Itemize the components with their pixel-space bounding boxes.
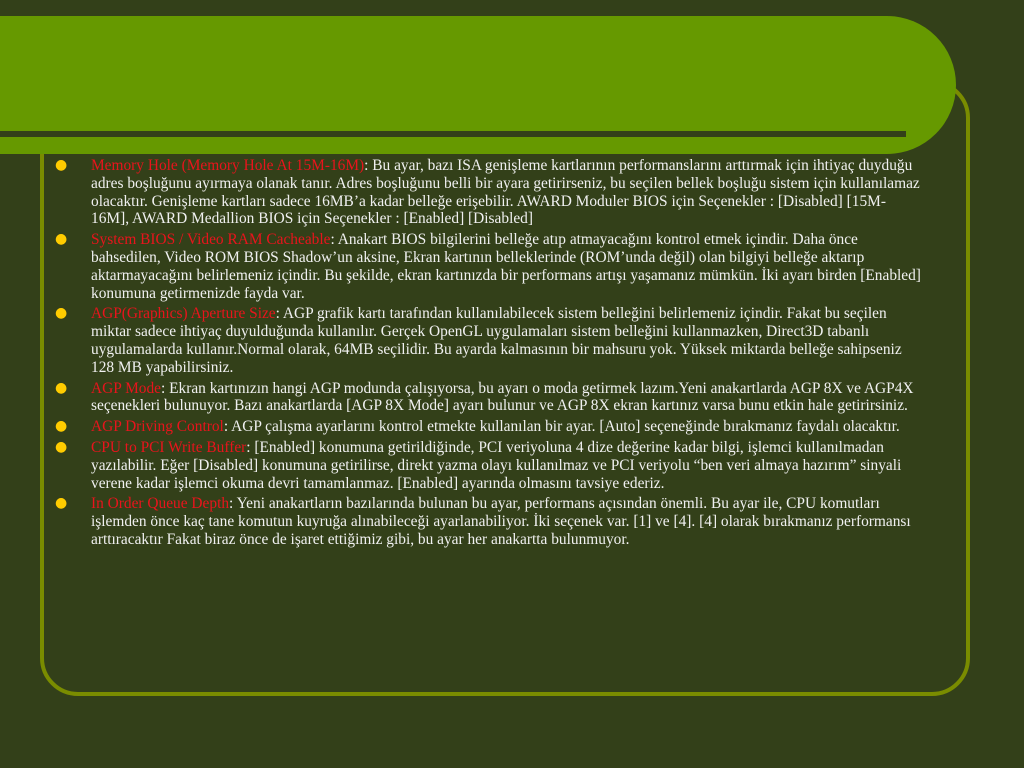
list-item — [52, 380, 922, 416]
list-item — [52, 305, 922, 376]
description-system-bios-cacheable: : Anakart BIOS bilgilerini belleğe atıp atmayacağını kontrol etmek içindir. Daha önce bahsedilen, Video ROM BIOS Shadow’un aksine, Ekran kartının belleklerinde (ROM’unda değil) olan bilgiyi belleğe aktarıp aktarmayacağını belirlemeniz içindir. Bu şekilde, ekran kartınızda bir performans artışı yaşamanız mümkün. İki ayarı birden [Enabled] konumuna getirmenizde fayda var. — [91, 231, 921, 302]
description-in-order-queue-depth: : Yeni anakartların bazılarında bulunan bu ayar, performans açısından önemli. Bu ayar ile, CPU komutları işlemden önce kaç tane komutun kuyruğa alınabileceği ayarlanabiliyor. İki seçenek var. [1] ve [4]. [4] olarak bırakmanız performansı arttıracaktır Fakat biraz önce de işaret ettiğimiz gibi, bu ayar her anakartta bulunmuyor. — [91, 495, 911, 548]
term-cpu-to-pci-write-buffer: CPU to PCI Write Buffer — [91, 438, 247, 456]
term-system-bios-cacheable: System BIOS / Video RAM Cacheable — [91, 231, 331, 249]
list-item — [52, 157, 922, 228]
term-in-order-queue-depth: In Order Queue Depth — [91, 495, 230, 513]
term-agp-mode: AGP Mode — [91, 379, 161, 397]
term-memory-hole: Memory Hole (Memory Hole At 15M-16M) — [91, 157, 365, 174]
term-agp-driving-control: AGP Driving Control — [91, 418, 224, 436]
bullet-icon: ● — [55, 438, 68, 455]
bullet-icon: ● — [55, 231, 68, 248]
bullet-list — [52, 157, 922, 552]
bullet-icon: ● — [55, 305, 68, 322]
description-agp-aperture-size: : AGP grafik kartı tarafından kullanılabilecek sistem belleğini belirlemeniz içindir. Fakat bu seçilen miktar sadece ihtiyaç duyulduğunda kullanılır. Gerçek OpenGL uygulamaları sistem belleğini kullanmazken, Direct3D tabanlı uygulamalarda kullanır.Normal olarak, 64MB seçilidir. Bu ayarda kalmasının bir mahsuru yok. Yüksek miktarda belleğe sahipseniz 128 MB yapabilirsiniz. — [91, 305, 902, 376]
bullet-icon: ● — [55, 495, 68, 512]
description-cpu-to-pci-write-buffer: : [Enabled] konumuna getirildiğinde, PCI veriyoluna 4 dize değerine kadar bilgi, işlemci kullanılmadan yazılabilir. Eğer [Disabled] konumuna getirilirse, direkt yazma olayı kullanılmaz ve PCI veriyolu “ben veri almaya hazırım” sinyali verene kadar işlemci okuma devri tamamlanmaz. [Enabled] ayarında olmasını tavsiye ederiz. — [91, 438, 902, 492]
description-agp-mode: : Ekran kartınızın hangi AGP modunda çalışıyorsa, bu ayarı o moda getirmek lazım.Yeni anakartlarda AGP 8X ve AGP4X seçenekleri bulunuyor. Bazı anakartlarda [AGP 8X Mode] ayarı bulunur ve AGP 8X ekran kartınız varsa bunu etkin hale getirirsiniz. — [91, 379, 914, 415]
list-item — [52, 439, 922, 492]
bullet-icon: ● — [55, 418, 68, 435]
banner-divider-line — [0, 131, 906, 137]
description-memory-hole: : Bu ayar, bazı ISA genişleme kartlarının performanslarını arttırmak için ihtiyaç duyduğu adres boşluğunu ayırmaya olanak tanır. Adres boşluğunu belli bir ayara getirirseniz, bu seçilen bellek boşluğu sistem için kullanılamaz olacaktır. Genişleme kartları sadece 16MB’a kadar belleğe erişebilir. AWARD Moduler BIOS için Seçenekler : [Disabled] [15M-16M], AWARD Medallion BIOS için Seçenekler : [Enabled] [Disabled] — [91, 157, 920, 228]
term-agp-aperture-size: AGP(Graphics) Aperture Size — [91, 305, 276, 323]
description-agp-driving-control: : AGP çalışma ayarlarını kontrol etmekte kullanılan bir ayar. [Auto] seçeneğinde bırakmanız faydalı olacaktır. — [223, 418, 900, 436]
list-item — [52, 495, 922, 548]
bullet-icon: ● — [55, 379, 68, 396]
list-item — [52, 231, 922, 302]
bullet-icon: ● — [55, 157, 68, 173]
list-item — [52, 418, 922, 436]
